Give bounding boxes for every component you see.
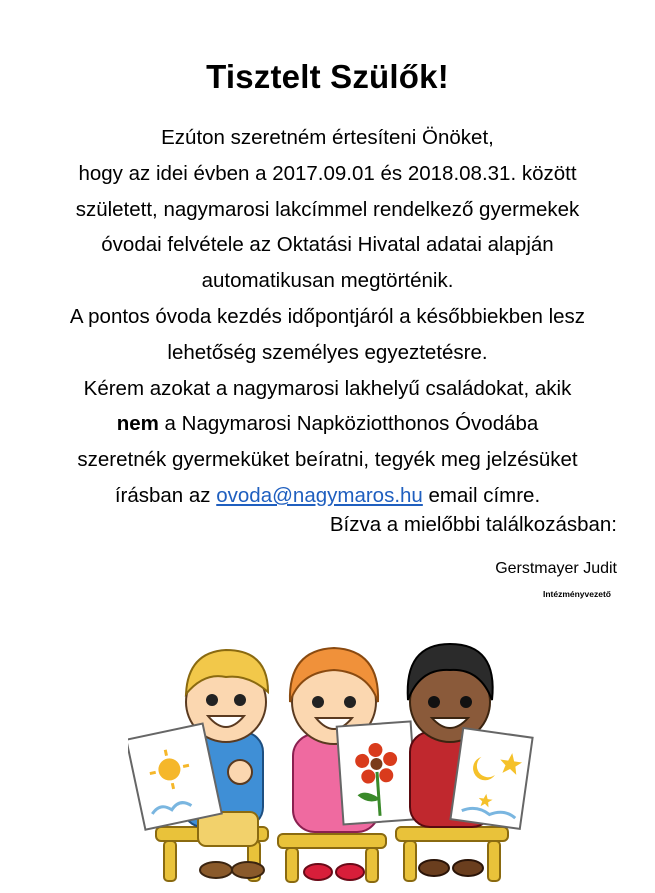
drawing-moon-stars <box>450 728 532 829</box>
body-line: lehetőség személyes egyeztetésre. <box>167 340 488 364</box>
body-line <box>10 478 645 514</box>
body-line-rest: a Nagymarosi Napköziotthonos Óvodába <box>158 412 539 436</box>
email-link[interactable]: ovoda@nagymaros.hu <box>216 483 423 507</box>
body-line: hogy az idei évben a 2017.09.01 és 2018.08.31. között <box>78 161 577 185</box>
body-line: automatikusan megtörténik. <box>201 269 454 293</box>
children-drawing-illustration <box>128 622 548 884</box>
body-line: óvodai felvétele az Oktatási Hivatal adatai alapján <box>101 233 554 257</box>
body-line: Ezúton szeretném értesíteni Önöket, <box>161 126 494 149</box>
body-line: A pontos óvoda kezdés időpontjáról a későbbiekben lesz <box>69 304 586 328</box>
body-line: Kérem azokat a nagymarosi lakhelyű családokat, akik <box>83 376 572 400</box>
body-line: szeretnék gyermeküket beíratni, tegyék meg jelzésüket <box>77 448 578 472</box>
body-line-start: írásban az <box>114 483 217 507</box>
bold-word-nem: nem <box>116 412 159 436</box>
letter-body <box>10 120 645 514</box>
signer-name: Gerstmayer Judit <box>495 560 617 577</box>
closing-line: Bízva a mielőbbi találkozásban: <box>329 513 617 536</box>
letter-title: Tisztelt Szülők! <box>206 58 449 95</box>
body-line-end: email címre. <box>422 483 541 507</box>
body-line <box>10 406 645 442</box>
drawing-flower <box>337 721 418 824</box>
body-line: született, nagymarosi lakcímmel rendelkező gyermekek <box>75 197 580 221</box>
signer-role: Intézményvezető <box>542 589 611 599</box>
